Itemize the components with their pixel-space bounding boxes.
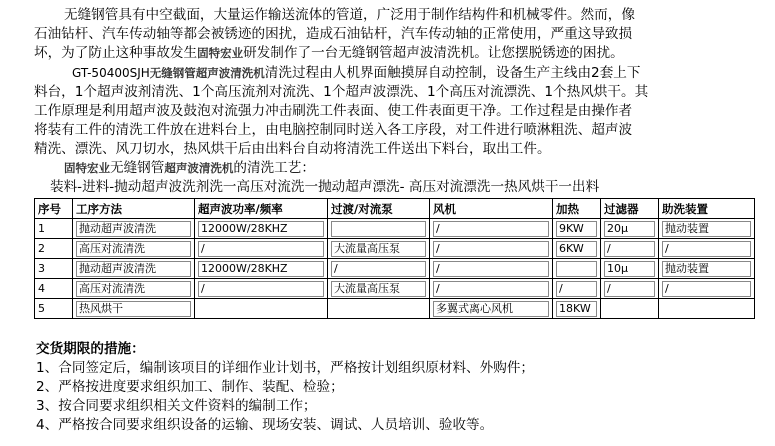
cell-filter: / bbox=[601, 239, 659, 259]
header-fan: 风机 bbox=[430, 199, 553, 219]
cell-pump bbox=[328, 219, 430, 239]
cell-index: 3 bbox=[35, 259, 73, 279]
cell-method: 热风烘干 bbox=[73, 299, 195, 319]
cell-fan: / bbox=[430, 239, 553, 259]
cell-filter: / bbox=[601, 279, 659, 299]
table-row bbox=[35, 279, 755, 299]
cell-heating bbox=[553, 259, 601, 279]
cell-ultrasonic bbox=[195, 299, 328, 319]
cell-pump: / bbox=[328, 259, 430, 279]
cell-index: 1 bbox=[35, 219, 73, 239]
table-row bbox=[35, 219, 755, 239]
cell-pump: 大流量高压泵 bbox=[328, 239, 430, 259]
cell-method: 高压对流清洗 bbox=[73, 239, 195, 259]
cell-fan: 多翼式离心风机 bbox=[430, 299, 553, 319]
cell-filter bbox=[601, 299, 659, 319]
cell-filter: 20μ bbox=[601, 219, 659, 239]
header-heating: 加热 bbox=[553, 199, 601, 219]
process-flow: 装料-进料-抛动超声波洗剂洗一高压对流洗一抛动超声漂洗- 高压对流漂洗一热风烘干一出料 bbox=[50, 179, 600, 195]
process-title-brand: 超声波清洗机 bbox=[164, 161, 234, 175]
cell-aux: / bbox=[659, 279, 755, 299]
cell-heating: 6KW bbox=[553, 239, 601, 259]
cell-aux bbox=[659, 299, 755, 319]
delivery-item-3: 3、按合同要求组织相关文件资料的编制工作； bbox=[36, 398, 317, 414]
cell-heating: 9KW bbox=[553, 219, 601, 239]
cell-aux: / bbox=[659, 239, 755, 259]
cell-pump: 大流量高压泵 bbox=[328, 279, 430, 299]
cell-index: 5 bbox=[35, 299, 73, 319]
model-brand: 无缝钢管超声波清洗机 bbox=[149, 66, 265, 80]
cell-fan: / bbox=[430, 259, 553, 279]
cell-index: 2 bbox=[35, 239, 73, 259]
table-row bbox=[35, 299, 755, 319]
intro-line-1: 无缝钢管具有中空截面，大量运作输送流体的管道，广泛用于制作结构件和机械零件。然而，像 bbox=[64, 7, 635, 23]
desc-line-3: 工作原理是利用超声波及鼓泡对流强力冲击刷洗工件表面、使工件表面更干净。工作过程是由操作者 bbox=[34, 103, 633, 119]
header-filter: 过滤器 bbox=[601, 199, 659, 219]
process-title bbox=[64, 159, 764, 178]
cell-ultrasonic: / bbox=[195, 279, 328, 299]
cell-fan: / bbox=[430, 279, 553, 299]
process-table bbox=[34, 198, 755, 319]
header-method: 工序方法 bbox=[73, 199, 195, 219]
intro-line-2: 石油钻杆、汽车传动轴等都会被锈迹的困扰，造成石油钻杆，汽车传动轴的正常使用，严重这导致损 bbox=[34, 26, 633, 42]
intro-brand: 固特宏业 bbox=[197, 46, 244, 60]
cell-ultrasonic: 12000W/28KHZ bbox=[195, 259, 328, 279]
process-brand: 固特宏业 bbox=[64, 161, 110, 175]
header-index: 序号 bbox=[35, 199, 73, 219]
cell-heating: / bbox=[553, 279, 601, 299]
header-ultrasonic: 超声波功率/频率 bbox=[195, 199, 328, 219]
table-row bbox=[35, 239, 755, 259]
delivery-item-2: 2、严格按进度要求组织加工、制作、装配、检验； bbox=[36, 379, 344, 395]
desc-line-1-text: 清洗过程由人机界面触摸屏自动控制，设备生产主线由2套上下 bbox=[264, 65, 641, 81]
table-header-row bbox=[35, 199, 755, 219]
header-pump: 过渡/对流泵 bbox=[328, 199, 430, 219]
cell-aux: 抛动装置 bbox=[659, 219, 755, 239]
intro-line-3-text-a: 坏，为了防止这种事故发生 bbox=[34, 45, 198, 61]
intro-line-3 bbox=[34, 44, 764, 63]
desc-line-4: 将装有工件的清洗工件放在进料台上，由电脑控制同时送入各工序段，对工件进行喷淋粗洗、超声波 bbox=[34, 122, 633, 138]
cell-method: 抛动超声波清洗 bbox=[73, 219, 195, 239]
table-row bbox=[35, 259, 755, 279]
cell-fan: / bbox=[430, 219, 553, 239]
cell-ultrasonic: / bbox=[195, 239, 328, 259]
cell-index: 4 bbox=[35, 279, 73, 299]
header-aux: 助洗装置 bbox=[659, 199, 755, 219]
desc-line-2: 料台，1个超声波剂清洗、1个高压流剂对流洗、1个超声波漂洗、1个高压对流漂洗、1个热风烘干。其 bbox=[34, 84, 649, 100]
delivery-item-4: 4、严格按合同要求组织设备的运输、现场安装、调试、人员培训、验收等。 bbox=[36, 417, 494, 433]
intro-line-3-text-b: 研发制作了一台无缝钢管超声波清洗机。让您摆脱锈迹的困扰。 bbox=[243, 45, 624, 61]
cell-ultrasonic: 12000W/28KHZ bbox=[195, 219, 328, 239]
cell-method: 高压对流清洗 bbox=[73, 279, 195, 299]
cell-filter: 10μ bbox=[601, 259, 659, 279]
delivery-title: 交货期限的措施： bbox=[36, 341, 145, 357]
cell-heating: 18KW bbox=[553, 299, 601, 319]
desc-line-5: 精洗、漂洗、风刀切水，热风烘干后由出料台自动将清洗工件送出下料台，取出工件。 bbox=[34, 141, 551, 157]
process-title-b: 的清洗工艺： bbox=[233, 160, 315, 176]
model-number: GT-50400SJH bbox=[72, 66, 150, 80]
cell-method: 抛动超声波清洗 bbox=[73, 259, 195, 279]
cell-aux: 抛动装置 bbox=[659, 259, 755, 279]
delivery-item-1: 1、合同签定后，编制该项目的详细作业计划书，严格按计划组织原材料、外购件； bbox=[36, 360, 535, 376]
desc-line-1 bbox=[72, 64, 772, 83]
cell-pump bbox=[328, 299, 430, 319]
process-title-a: 无缝钢管 bbox=[110, 160, 165, 176]
